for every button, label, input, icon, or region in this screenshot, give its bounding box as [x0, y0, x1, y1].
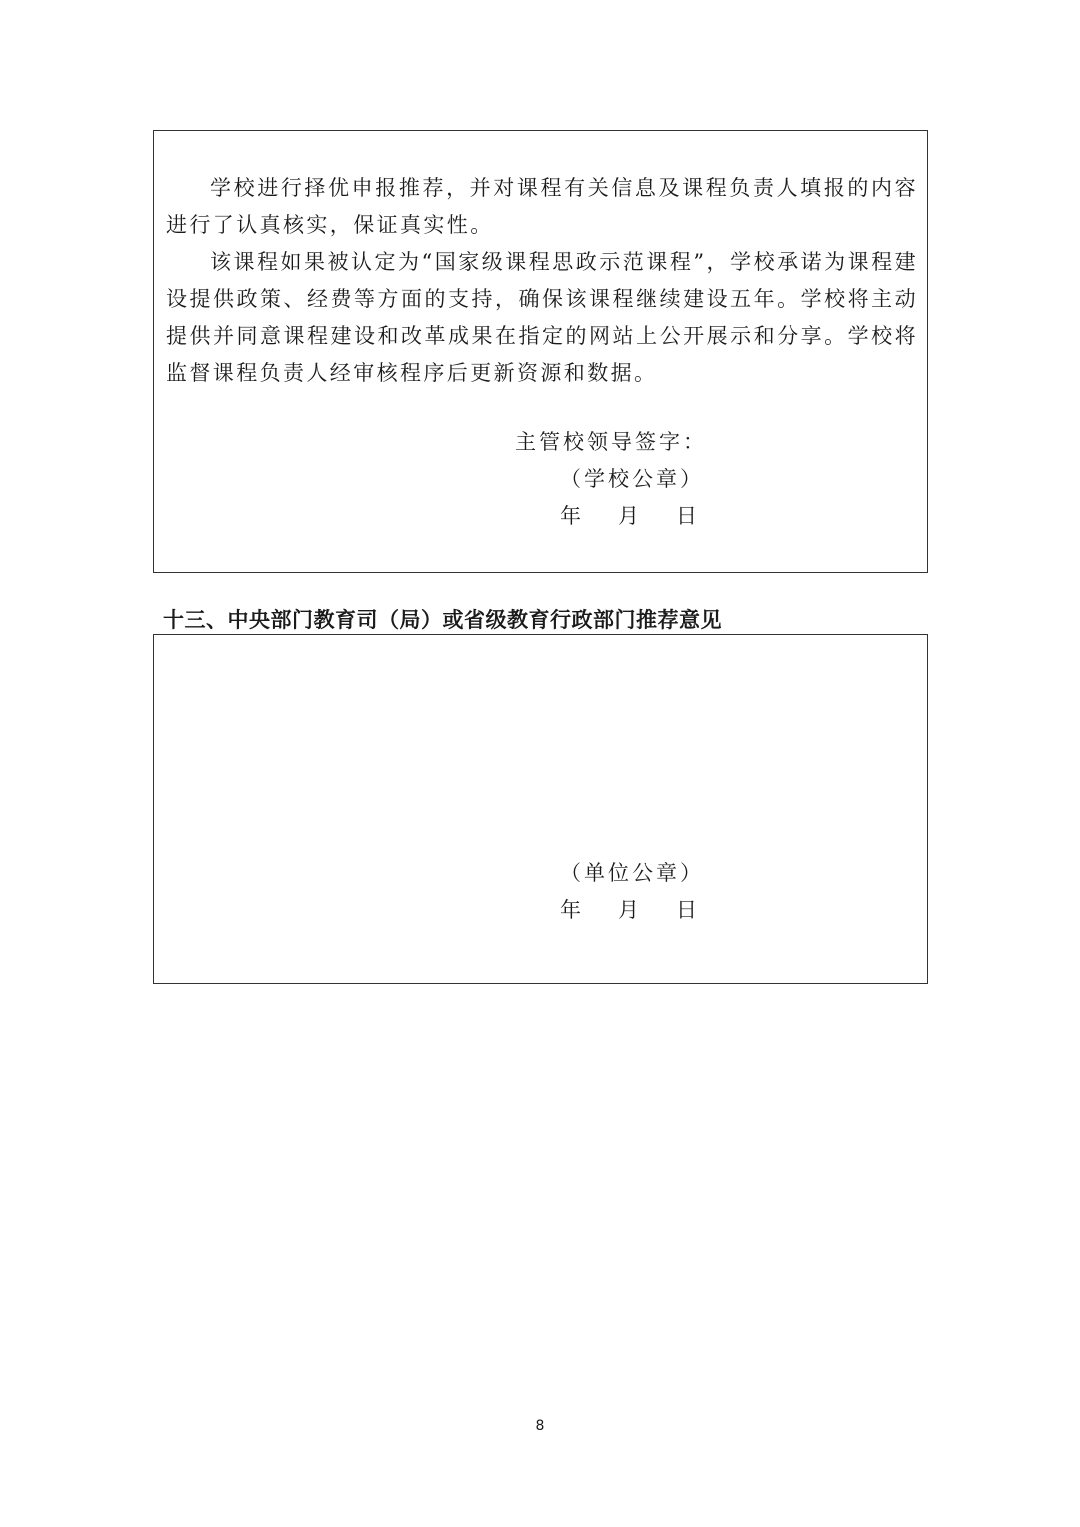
- school-seal-label: （学校公章）: [560, 467, 704, 491]
- section-13-heading: 十三、中央部门教育司（局）或省级教育行政部门推荐意见: [163, 608, 722, 632]
- commitment-paragraph-support: 该课程如果被认定为“国家级课程思政示范课程”，学校承诺为课程建设提供政策、经费等方面的支持，确保该课程继续建设五年。学校将主动提供并同意课程建设和改革成果在指定的网站上公开展示和分享。学校将监督课程负责人经审核程序后更新资源和数据。: [166, 250, 918, 385]
- recommendation-box: [153, 634, 928, 984]
- leader-signature-label: 主管校领导签字：: [515, 430, 707, 454]
- commitment-paragraph-verification: 学校进行择优申报推荐，并对课程有关信息及课程负责人填报的内容进行了认真核实，保证真实性。: [166, 176, 918, 237]
- date-day: 日: [676, 898, 700, 922]
- unit-date-line: [560, 894, 700, 924]
- date-month: 月: [618, 898, 642, 922]
- date-month: 月: [618, 504, 642, 528]
- date-day: 日: [676, 504, 700, 528]
- school-date-line: [560, 500, 700, 530]
- date-year: 年: [560, 898, 584, 922]
- date-year: 年: [560, 504, 584, 528]
- unit-seal-label: （单位公章）: [560, 861, 704, 885]
- page-number: 8: [535, 1418, 545, 1434]
